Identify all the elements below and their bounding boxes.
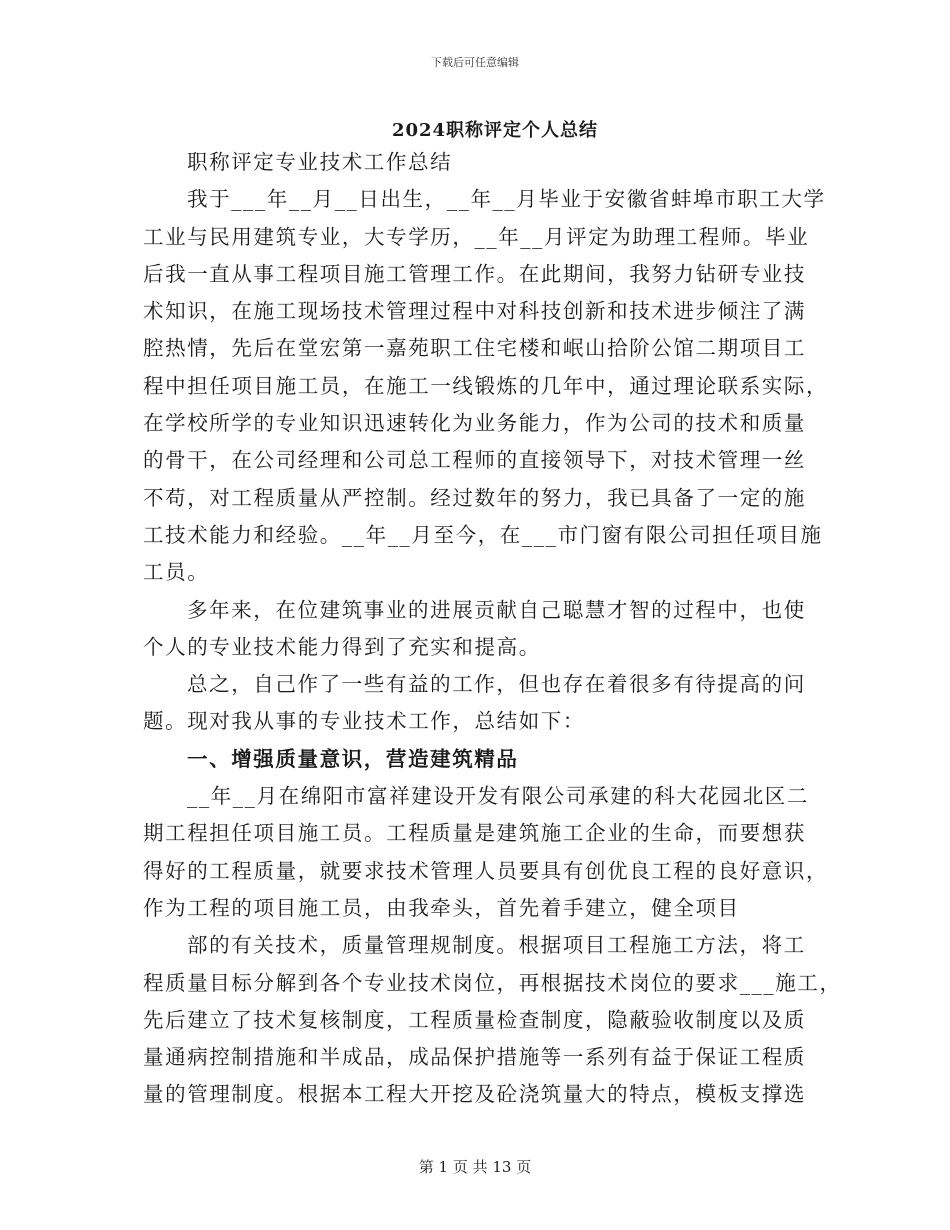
paragraph-line: 多年来，在位建筑事业的进展贡献自己聪慧才智的过程中，也使 xyxy=(187,597,806,622)
paragraph-line: 题。现对我从事的专业技术工作，总结如下： xyxy=(143,709,585,734)
subtitle-line: 职称评定专业技术工作总结 xyxy=(187,150,453,174)
page-header-note: 下载后可任意编辑 xyxy=(431,56,519,69)
paragraph-line: __年__月在绵阳市富祥建设开发有限公司承建的科大花园北区二 xyxy=(187,784,809,809)
paragraph-line: 得好的工程质量，就要求技术管理人员要具有创优良工程的良好意识， xyxy=(143,858,829,883)
paragraph-line: 术知识，在施工现场技术管理过程中对科技创新和技术进步倾注了满 xyxy=(143,299,806,324)
paragraph-line: 量的管理制度。根据本工程大开挖及砼浇筑量大的特点，模板支撑选 xyxy=(143,1082,806,1107)
paragraph-line: 腔热情，先后在堂宏第一嘉苑职工住宅楼和岷山拾阶公馆二期项目工 xyxy=(143,336,806,361)
paragraph-line: 期工程担任项目施工员。工程质量是建筑施工企业的生命，而要想获 xyxy=(143,821,806,846)
paragraph-line: 我于___年__月__日出生，__年__月毕业于安徽省蚌埠市职工大学 xyxy=(187,187,826,212)
paragraph-line: 程中担任项目施工员，在施工一线锻炼的几年中，通过理论联系实际， xyxy=(143,373,829,398)
paragraph-line: 在学校所学的专业知识迅速转化为业务能力，作为公司的技术和质量 xyxy=(143,411,806,436)
paragraph-line: 作为工程的项目施工员，由我牵头，首先着手建立，健全项目 xyxy=(143,895,740,920)
paragraph-line: 个人的专业技术能力得到了充实和提高。 xyxy=(143,634,541,659)
paragraph-line: 工技术能力和经验。__年__月至今，在___市门窗有限公司担任项目施 xyxy=(143,522,823,547)
paragraph-line: 不苟，对工程质量从严控制。经过数年的努力，我已具备了一定的施 xyxy=(143,485,806,510)
paragraph-line: 的骨干，在公司经理和公司总工程师的直接领导下，对技术管理一丝 xyxy=(143,448,806,473)
paragraph-line: 后我一直从事工程项目施工管理工作。在此期间，我努力钻研专业技 xyxy=(143,261,806,286)
paragraph-line: 程质量目标分解到各个专业技术岗位，再根据技术岗位的要求___施工， xyxy=(143,970,842,995)
paragraph-line: 总之，自己作了一些有益的工作，但也存在着很多有待提高的问 xyxy=(187,672,806,697)
paragraph-line: 先后建立了技术复核制度，工程质量检查制度，隐蔽验收制度以及质 xyxy=(143,1007,806,1032)
document-body xyxy=(143,144,842,1114)
paragraph-line: 工员。 xyxy=(143,560,210,585)
section-heading: 一、增强质量意识，营造建筑精品 xyxy=(187,746,519,771)
paragraph-line: 量通病控制措施和半成品，成品保护措施等一系列有益于保证工程质 xyxy=(143,1045,806,1070)
paragraph-line: 工业与民用建筑专业，大专学历，__年__月评定为助理工程师。毕业 xyxy=(143,224,810,249)
document-title: 2024职称评定个人总结 xyxy=(391,120,599,141)
page-number-footer: 第 1 页 共 13 页 xyxy=(418,1158,532,1176)
paragraph-line: 部的有关技术，质量管理规制度。根据项目工程施工方法，将工 xyxy=(187,933,806,958)
